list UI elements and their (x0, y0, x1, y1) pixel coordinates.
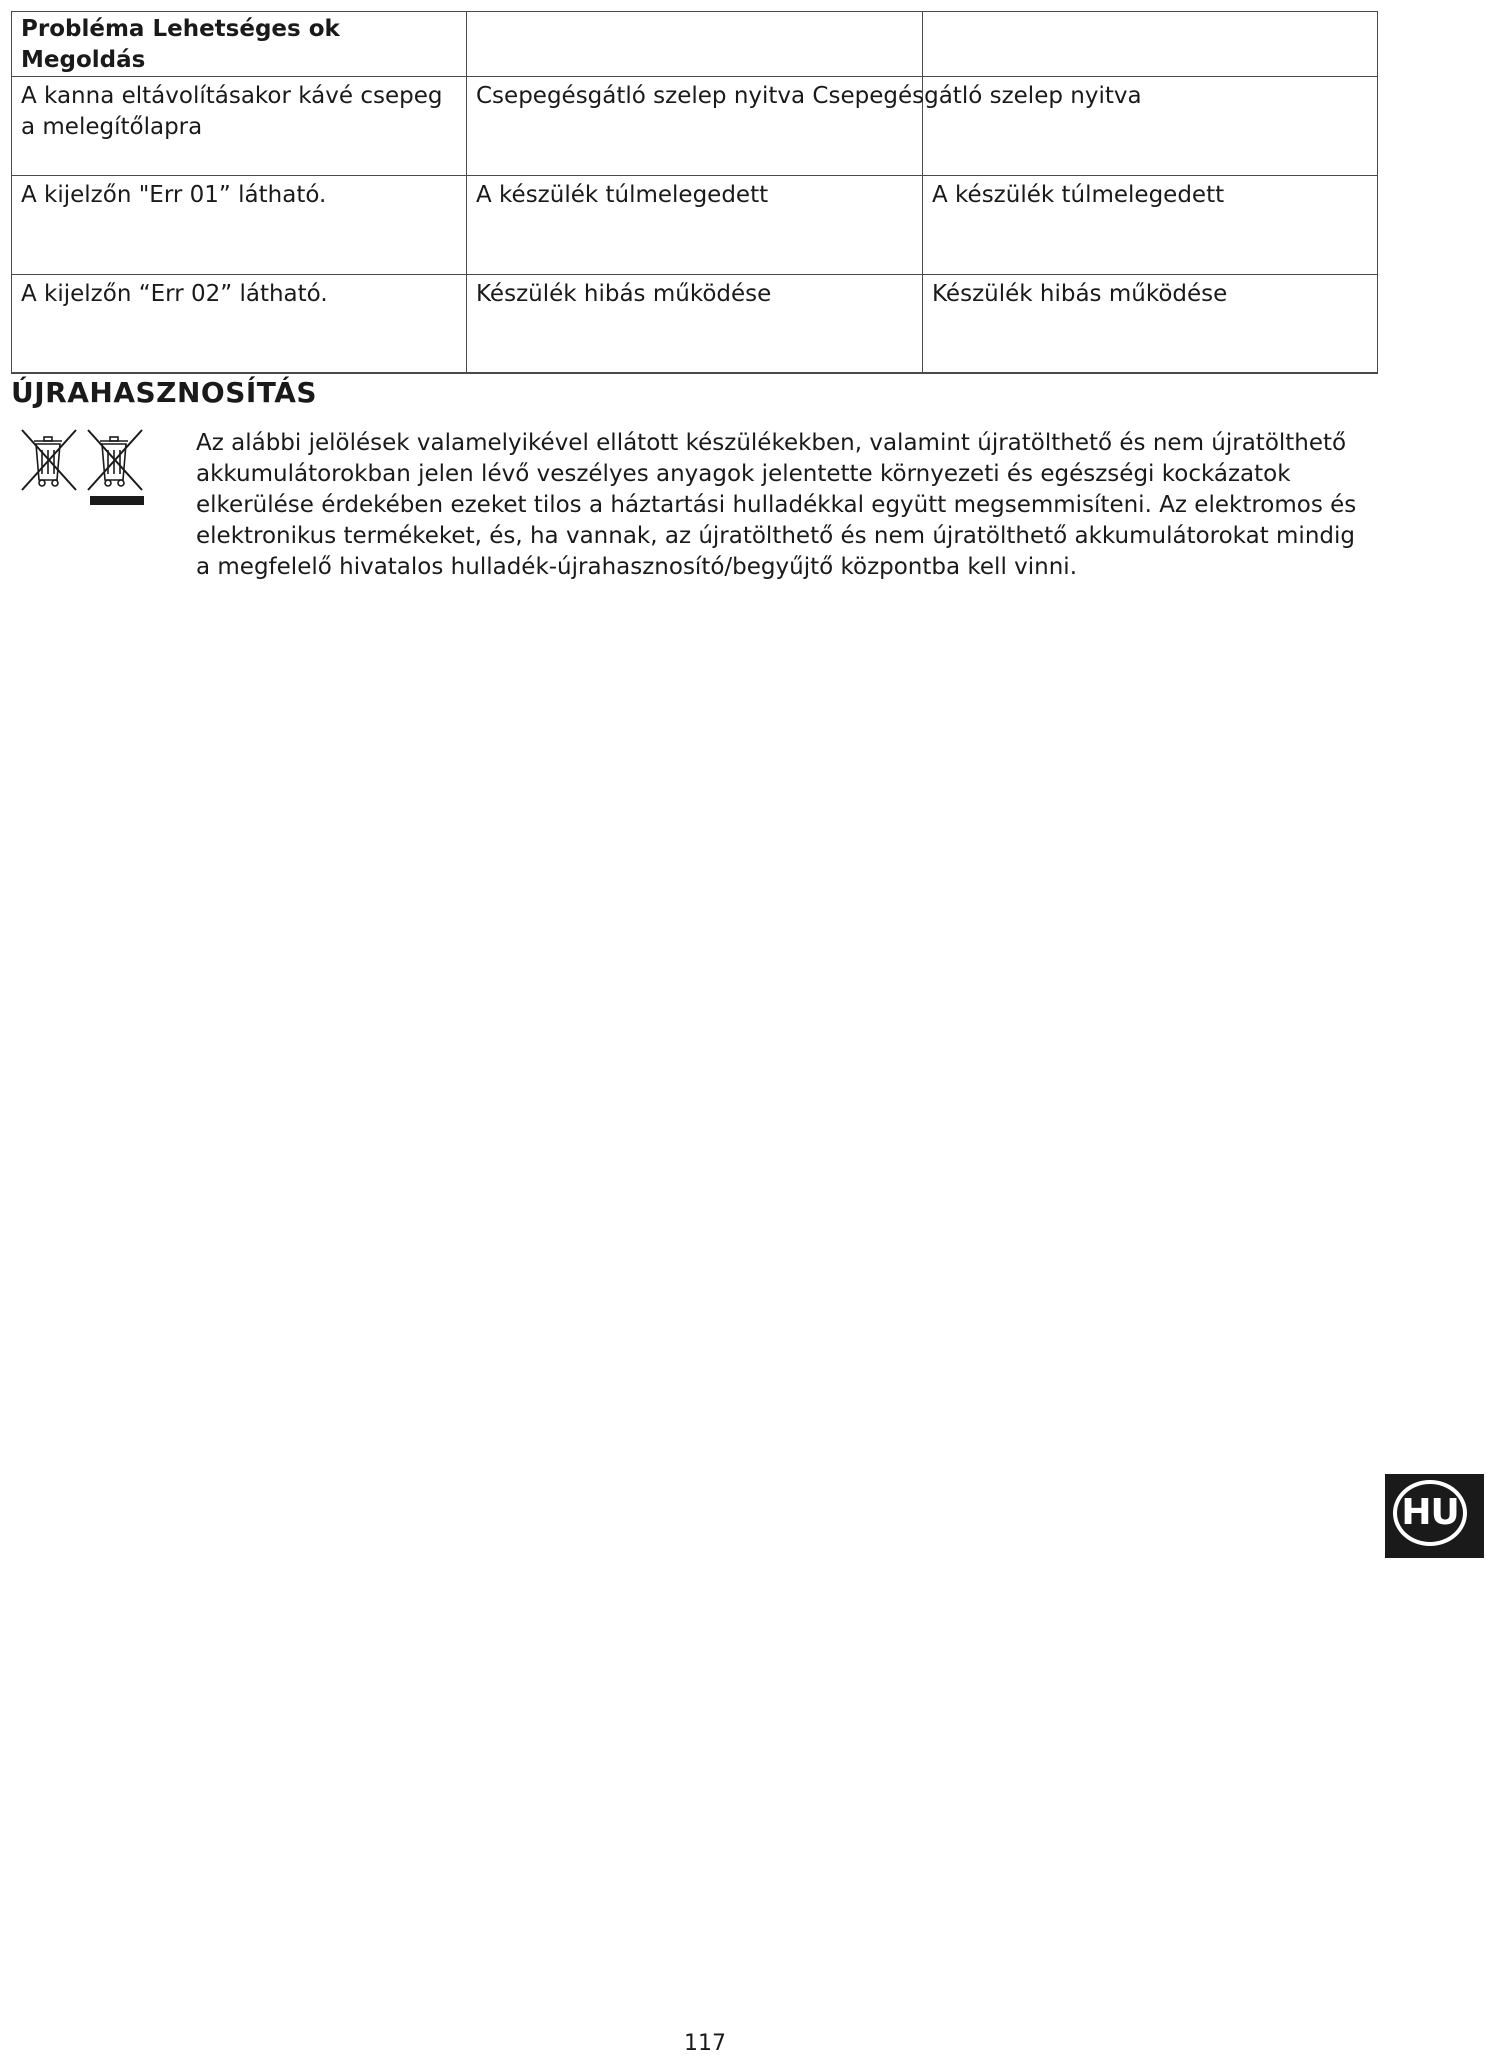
troubleshooting-table (11, 11, 1378, 374)
weee-symbols (20, 428, 148, 508)
section-divider (11, 372, 1377, 373)
crossed-out-wheelie-bin-bar-icon (88, 430, 144, 505)
problem-cell: A kanna eltávolításakor kávé csepeg a melegítőlapra (12, 77, 467, 176)
table-row (12, 77, 1378, 176)
language-label: HU (1401, 1492, 1459, 1533)
problem-cell: A kijelzőn “Err 02” látható. (12, 275, 467, 374)
page-number: 117 (684, 2031, 726, 2056)
language-tab (1385, 1474, 1484, 1558)
recycling-heading: ÚJRAHASZNOSÍTÁS (11, 376, 318, 409)
table-header-cell (923, 12, 1378, 77)
solution-cell: A készülék túlmelegedett (923, 176, 1378, 275)
recycling-text: Az alábbi jelölések valamelyikével ellátott készülékekben, valamint újratölthető és nem újratölthető akkumulátorokban jelen lévő veszélyes anyagok jelentette környezeti és egészségi kockázatok elkerülése érdekében ezeket tilos a háztartási hulladékkal együtt megsemmisíteni. Az elektromos és elektronikus termékeket, és, ha vannak, az újratölthető és nem újratölthető akkumulátorokat mindig a megfelelő hivatalos hulladék-újrahasznosító/begyűjtő központba kell vinni. (196, 430, 1357, 580)
table-row (12, 176, 1378, 275)
crossed-out-wheelie-bin-icon (22, 430, 76, 490)
table-header-row (12, 12, 1378, 77)
table-header-cell (467, 12, 923, 77)
cause-cell: Készülék hibás működése (467, 275, 923, 374)
problem-cell: A kijelzőn "Err 01” látható. (12, 176, 467, 275)
cause-cell: A készülék túlmelegedett (467, 176, 923, 275)
table-header-cell: Probléma Lehetséges ok Megoldás (12, 12, 467, 77)
table-row (12, 275, 1378, 374)
solution-cell: Készülék hibás működése (923, 275, 1378, 374)
cause-cell: Csepegésgátló szelep nyitva Csepegésgátló szelep nyitva (467, 77, 923, 176)
